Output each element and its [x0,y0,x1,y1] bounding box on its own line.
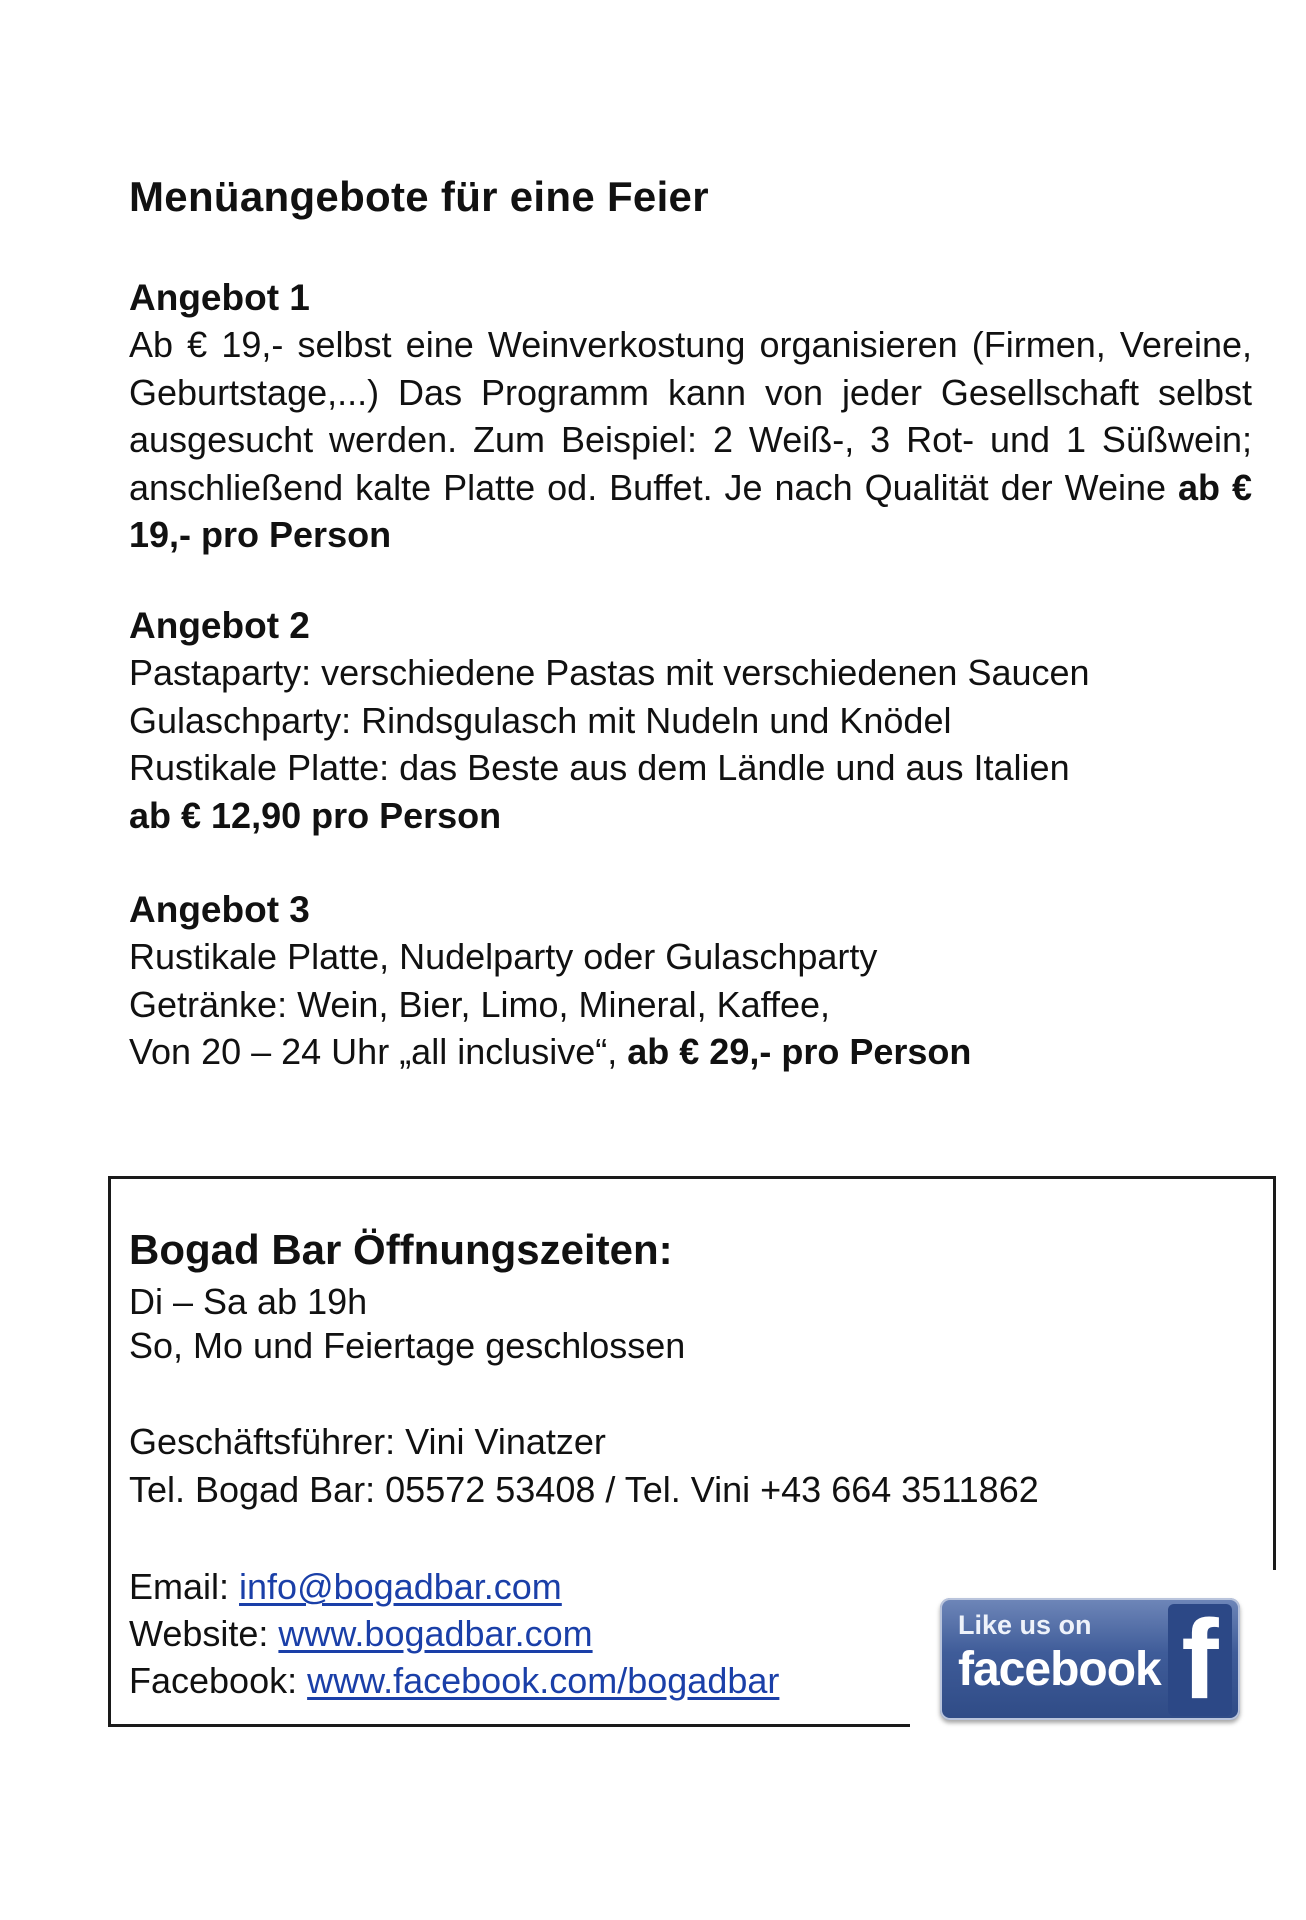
facebook-label: Facebook: [129,1660,308,1701]
offer-3-line-3 [129,1028,1252,1076]
facebook-link[interactable]: www.facebook.com/bogadbar [307,1660,780,1701]
website-line [129,1613,593,1655]
page-title: Menüangebote für eine Feier [129,173,709,220]
offer-3-price: ab € 29,- pro Person [627,1031,972,1072]
opening-hours-heading: Bogad Bar Öffnungszeiten: [129,1226,673,1273]
facebook-line [129,1660,779,1702]
website-link[interactable]: www.bogadbar.com [278,1613,593,1654]
offer-3-heading: Angebot 3 [129,889,310,930]
offer-3-line-1: Rustikale Platte, Nudelparty oder Gulaschparty [129,936,878,977]
offer-2-price: ab € 12,90 pro Person [129,794,502,836]
offer-2-line-1: Pastaparty: verschiedene Pastas mit verschiedenen Saucen [129,652,1090,693]
offer-3-line-2: Getränke: Wein, Bier, Limo, Mineral, Kaffee, [129,983,830,1025]
offer-2-heading: Angebot 2 [129,605,310,646]
hours-line-2: So, Mo und Feiertage geschlossen [129,1325,686,1366]
offer-1 [129,275,1252,559]
offer-1-heading: Angebot 1 [129,277,310,318]
manager-line: Geschäftsführer: Vini Vinatzer [129,1421,606,1462]
facebook-f-icon: f [1168,1604,1232,1716]
offer-2 [129,603,1252,839]
offer-2-line-3: Rustikale Platte: das Beste aus dem Ländle und aus Italien [129,747,1070,788]
website-label: Website: [129,1613,279,1654]
phone-line: Tel. Bogad Bar: 05572 53408 / Tel. Vini +43 664 3511862 [129,1469,1039,1510]
email-line [129,1566,562,1608]
box-border-right [1273,1176,1276,1570]
box-border-left [108,1176,111,1727]
box-border-top [108,1176,1276,1179]
facebook-like-badge[interactable] [940,1598,1240,1720]
offer-1-price: ab € 19,- pro Person [129,466,1252,555]
offer-2-line-2: Gulaschparty: Rindsgulasch mit Nudeln und Knödel [129,699,952,741]
offer-1-description: Ab € 19,- selbst eine Weinverkostung organisieren (Firmen, Vereine, Geburtstage,...) Das Programm kann von jeder Gesellschaft selbst ausgesucht werden. Zum Beispiel: 2 Weiß-, 3 Rot- und 1 Süßwein; anschließend kalte Platte od. Buffet. Je nach Qualität der Weine [129,324,1252,508]
facebook-badge-small-text: Like us on [958,1610,1092,1640]
hours-line-1: Di – Sa ab 19h [129,1281,368,1322]
offer-3 [129,887,1252,1076]
offer-1-text [129,321,1252,559]
box-border-bottom [108,1724,910,1727]
email-label: Email: [129,1566,240,1607]
email-link[interactable]: info@bogadbar.com [239,1566,562,1607]
facebook-badge-wordmark: facebook [958,1643,1161,1696]
offer-3-last-line-text: Von 20 – 24 Uhr „all inclusive“, [129,1031,628,1072]
